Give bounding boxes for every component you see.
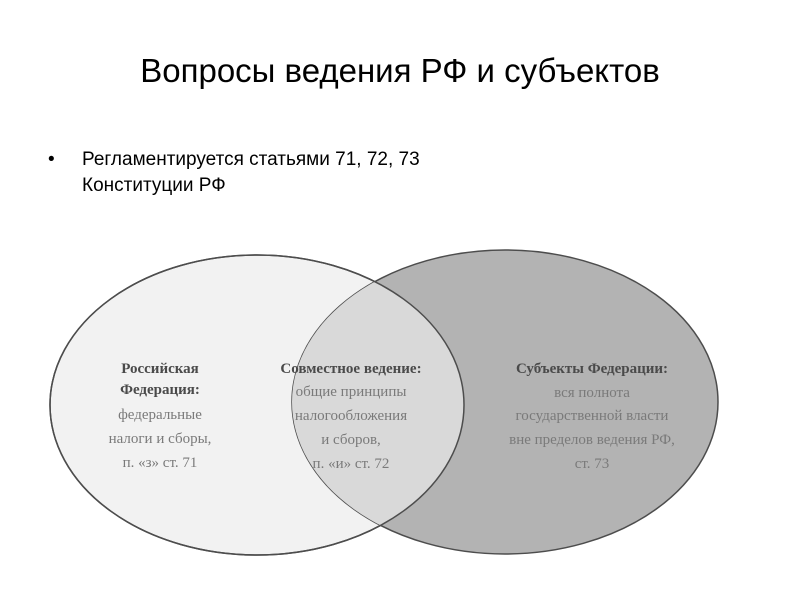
federation-body-line-1: федеральные: [118, 407, 202, 423]
federation-heading-line-1: Российская: [121, 361, 199, 377]
joint-body-line-2: налогообложения: [294, 408, 408, 424]
subjects-body-line-3: вне пределов ведения РФ,: [509, 432, 675, 448]
joint-heading: Совместное ведение:: [280, 361, 422, 377]
joint-body-line-4: п. «и» ст. 72: [312, 456, 390, 472]
joint-body-line-3: и сборов,: [321, 432, 381, 448]
subjects-body-line-4: ст. 73: [574, 456, 610, 472]
bullet-dot: •: [48, 149, 55, 170]
bullet-line-2: Конституции РФ: [82, 175, 226, 196]
federation-heading-line-2: Федерация:: [120, 382, 200, 398]
bullet-line-1: Регламентируется статьями 71, 72, 73: [82, 149, 420, 170]
subjects-body-line-1: вся полнота: [554, 385, 630, 401]
joint-body-line-1: общие принципы: [295, 384, 407, 400]
subjects-heading: Субъекты Федерации:: [515, 361, 669, 377]
slide-title: Вопросы ведения РФ и субъектов: [140, 52, 660, 89]
federation-body-line-3: п. «з» ст. 71: [122, 455, 198, 471]
subjects-body-line-2: государственной власти: [515, 408, 669, 424]
federation-body-line-2: налоги и сборы,: [108, 431, 212, 447]
